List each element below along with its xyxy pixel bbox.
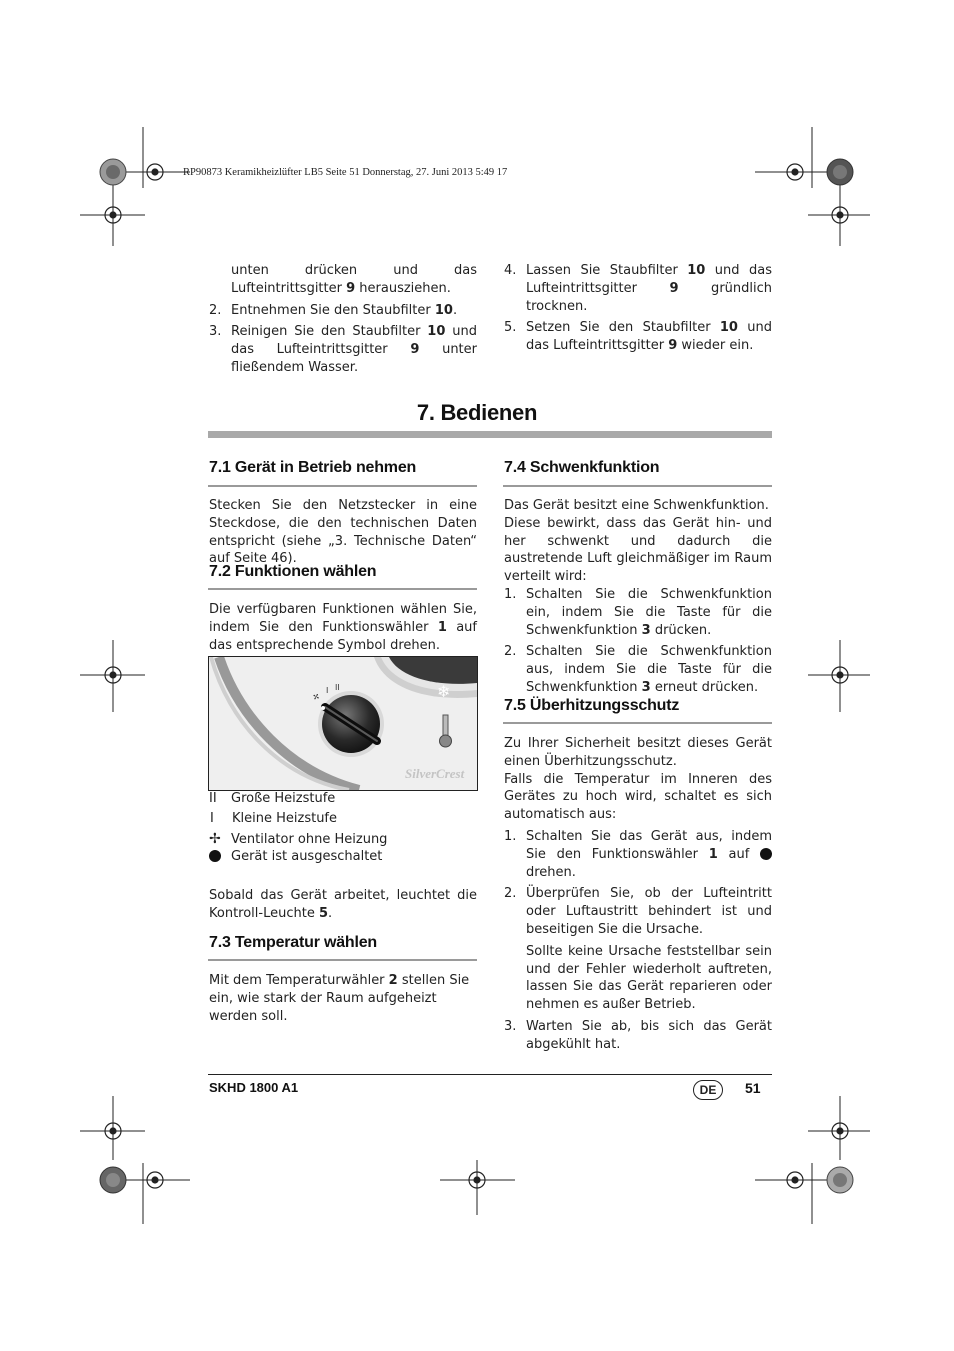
page-number: 51 <box>745 1080 761 1096</box>
control-panel-image <box>208 656 478 791</box>
legend-row-off: Gerät ist ausgeschaltet <box>209 849 382 864</box>
svg-text:✢: ✢ <box>310 691 323 702</box>
svg-text:I: I <box>326 686 329 695</box>
list-item-2-extra: Sollte keine Ursache feststellbar sein und der Fehler wiederholt auftreten, lassen Sie das Gerät reparieren oder nehmen es außer Betrieb. <box>526 943 772 1013</box>
brand-watermark: SilverCrest <box>405 766 465 781</box>
list-item-3: 3. Warten Sie ab, bis sich das Gerät abgekühlt hat. <box>504 1018 772 1052</box>
section-heading-7-5: 7.5 Überhitzungsschutz <box>504 697 680 714</box>
list-item-1: 1. Schalten Sie die Schwenkfunktion ein, indem Sie die Taste für die Schwenkfunktion 3 drücken. <box>504 586 772 638</box>
section-rule <box>503 722 772 724</box>
section-rule <box>208 959 477 961</box>
control-panel-drawing <box>209 657 477 790</box>
section-7-4-body <box>504 497 772 697</box>
off-dot-icon <box>209 850 221 862</box>
list-item-1: 1. Schalten Sie das Gerät aus, indem Sie den Funktionswähler 1 auf drehen. <box>504 828 772 880</box>
footer-rule <box>208 1074 772 1075</box>
section-heading-7-4: 7.4 Schwenkfunktion <box>504 459 660 476</box>
list-item-3: 3. Reinigen Sie den Staubfilter 10 und das Lufteintrittsgitter 9 unter fließendem Wasser. <box>209 324 477 375</box>
section-heading-7-2: 7.2 Funktionen wählen <box>209 563 377 580</box>
fan-icon: ✢ <box>209 831 221 847</box>
section-rule <box>208 588 477 590</box>
chapter-title: 7. Bedienen <box>416 400 538 425</box>
list-item-2: 2. Überprüfen Sie, ob der Lufteintritt oder Luftaustritt behindert ist und beseitigen Sie die Ursache. <box>504 886 772 937</box>
section-7-4-p1: Das Gerät besitzt eine Schwenkfunktion. <box>504 498 769 513</box>
legend-row-fan: ✢ Ventilator ohne Heizung <box>209 831 388 847</box>
section-7-2-text: Die verfügbaren Funktionen wählen Sie, indem Sie den Funktionswähler 1 auf das entsprechende Symbol drehen. <box>209 602 478 653</box>
list-item-5: 5. Setzen Sie den Staubfilter 10 und das Lufteintrittsgitter 9 wieder ein. <box>504 320 772 354</box>
section-rule <box>503 485 772 487</box>
list-item-continuation: unten drücken und das <box>231 263 477 278</box>
list-item-continuation-2: Lufteintrittsgitter 9 herausziehen. <box>231 280 451 296</box>
right-top-list <box>504 262 772 355</box>
section-rule <box>208 485 477 487</box>
section-7-5-p2: Falls die Temperatur im Inneren des Gerätes zu hoch wird, schaltet es sich automatisch aus: <box>504 771 772 823</box>
section-7-3-text: Mit dem Temperaturwähler 2 stellen Sie ein, wie stark der Raum aufgeheizt werden soll. <box>209 973 470 1024</box>
legend-row-high: II Große Heizstufe <box>209 791 336 806</box>
list-item-2: 2. Schalten Sie die Schwenkfunktion aus, indem Sie die Taste für die Schwenkfunktion 3 erneut drücken. <box>504 644 772 695</box>
svg-text:❄: ❄ <box>437 682 451 701</box>
section-7-5-body <box>504 735 772 1054</box>
section-7-4-p2: Diese bewirkt, dass das Gerät hin- und her schwenkt und dadurch die austretende Luft gleichmäßiger im Raum verteilt wird: <box>504 515 772 585</box>
print-info-line: RP90873 Keramikheizlüfter LB5 Seite 51 Donnerstag, 27. Juni 2013 5:49 17 <box>183 167 508 178</box>
section-heading-7-3: 7.3 Temperatur wählen <box>209 934 378 951</box>
list-item-2: 2. Entnehmen Sie den Staubfilter 10. <box>209 302 458 318</box>
section-heading-7-1: 7.1 Gerät in Betrieb nehmen <box>209 459 417 476</box>
section-7-2-after: Sobald das Gerät arbeitet, leuchtet die Kontroll-Leuchte 5. <box>209 888 477 921</box>
legend-row-low: I Kleine Heizstufe <box>210 811 338 826</box>
language-badge: DE <box>693 1080 723 1100</box>
off-dot-icon <box>760 848 772 860</box>
title-rule <box>208 431 772 438</box>
left-top-list <box>209 262 477 377</box>
section-7-1-text: Stecken Sie den Netzstecker in eine Steckdose, die den technischen Daten entspricht (siehe „3. Technische Daten“ auf Seite 46). <box>209 498 477 567</box>
list-item-4: 4. Lassen Sie Staubfilter 10 und das Lufteintrittsgitter 9 gründlich trocknen. <box>504 263 772 314</box>
footer-model: SKHD 1800 A1 <box>209 1080 299 1095</box>
svg-text:II: II <box>335 683 340 692</box>
section-7-5-p1: Zu Ihrer Sicherheit besitzt dieses Gerät einen Überhitzungsschutz. <box>504 736 772 769</box>
